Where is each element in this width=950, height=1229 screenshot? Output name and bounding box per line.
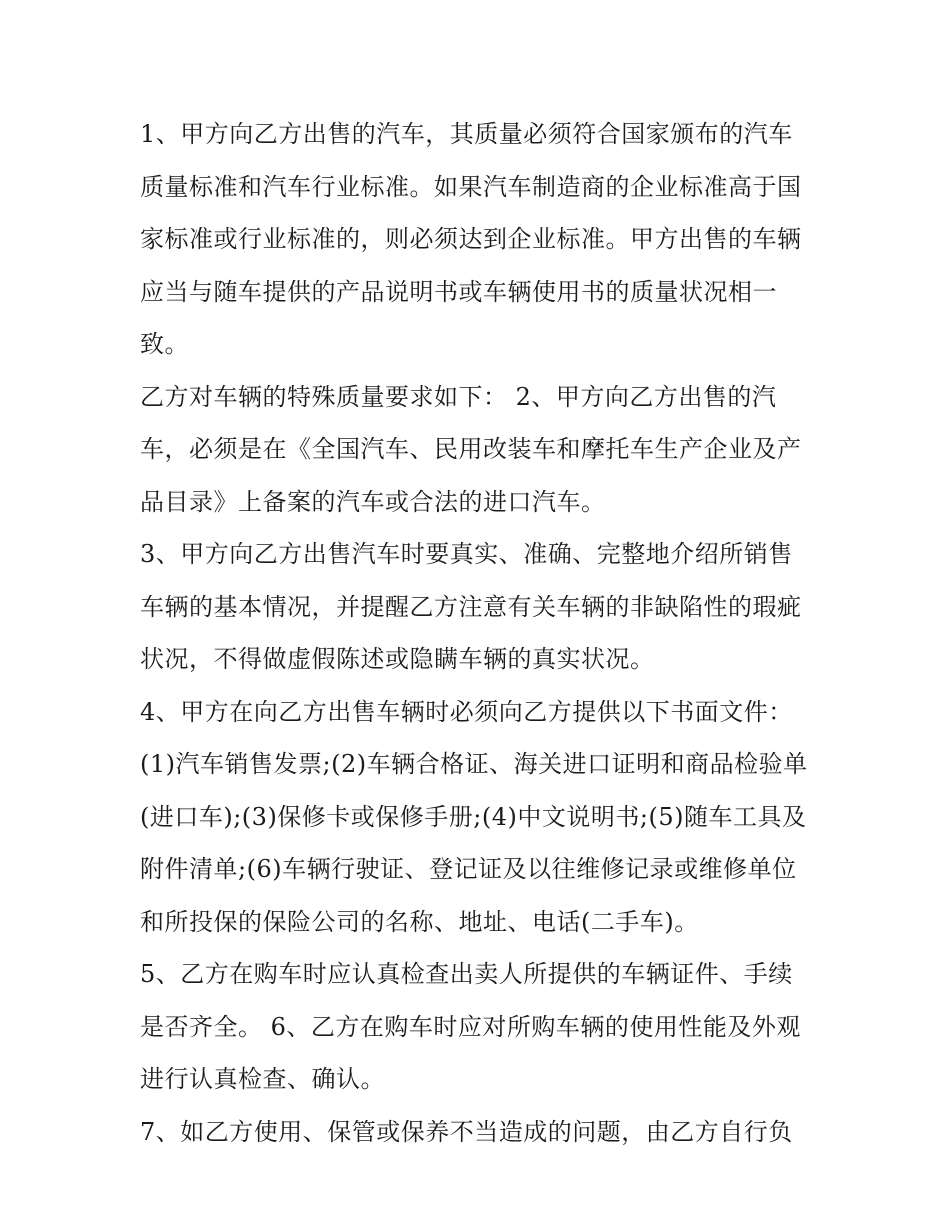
text-line: (进口车);(3)保修卡或保修手册;(4)中文说明书;(5)随车工具及 bbox=[140, 802, 807, 831]
paragraph-clause-3 bbox=[140, 528, 820, 686]
text-line: 致。 bbox=[140, 330, 189, 358]
text-line: 质量标准和汽车行业标准。如果汽车制造商的企业标准高于国 bbox=[140, 172, 802, 201]
text-line: 状况，不得做虚假陈述或隐瞒车辆的真实状况。 bbox=[140, 645, 655, 673]
paragraph-clause-5-6 bbox=[140, 948, 820, 1106]
text-line: 品目录》上备案的汽车或合法的进口汽车。 bbox=[140, 487, 606, 516]
paragraph-clause-4 bbox=[140, 686, 820, 949]
text-line: (1)汽车销售发票;(2)车辆合格证、海关进口证明和商品检验单 bbox=[140, 750, 808, 778]
text-line: 1、甲方向乙方出售的汽车，其质量必须符合国家颁布的汽车 bbox=[140, 120, 793, 148]
text-line: 车，必须是在《全国汽车、民用改装车和摩托车生产企业及产 bbox=[140, 435, 802, 463]
text-line: 和所投保的保险公司的名称、地址、电话(二手车)。 bbox=[140, 907, 699, 936]
paragraph-clause-1 bbox=[140, 108, 820, 371]
text-line: 家标准或行业标准的，则必须达到企业标准。甲方出售的车辆 bbox=[140, 225, 802, 253]
text-line: 3、甲方向乙方出售汽车时要真实、准确、完整地介绍所销售 bbox=[140, 540, 793, 568]
text-line: 进行认真检查、确认。 bbox=[140, 1065, 385, 1093]
text-line: 车辆的基本情况，并提醒乙方注意有关车辆的非缺陷性的瑕疵 bbox=[140, 592, 802, 621]
text-line: 附件清单;(6)车辆行驶证、登记证及以往维修记录或维修单位 bbox=[140, 855, 797, 883]
text-line: 是否齐全。 6、乙方在购车时应对所购车辆的使用性能及外观 bbox=[140, 1012, 801, 1041]
text-line: 7、如乙方使用、保管或保养不当造成的问题，由乙方自行负 bbox=[140, 1117, 793, 1146]
text-line: 应当与随车提供的产品说明书或车辆使用书的质量状况相一 bbox=[140, 277, 777, 306]
paragraph-clause-2 bbox=[140, 371, 820, 529]
text-line: 乙方对车辆的特殊质量要求如下： 2、甲方向乙方出售的汽 bbox=[140, 382, 777, 411]
paragraph-clause-7 bbox=[140, 1106, 820, 1159]
text-line: 4、甲方在向乙方出售车辆时必须向乙方提供以下书面文件： bbox=[140, 697, 793, 726]
text-line: 5、乙方在购车时应认真检查出卖人所提供的车辆证件、手续 bbox=[140, 960, 793, 988]
document-body bbox=[140, 108, 820, 1158]
